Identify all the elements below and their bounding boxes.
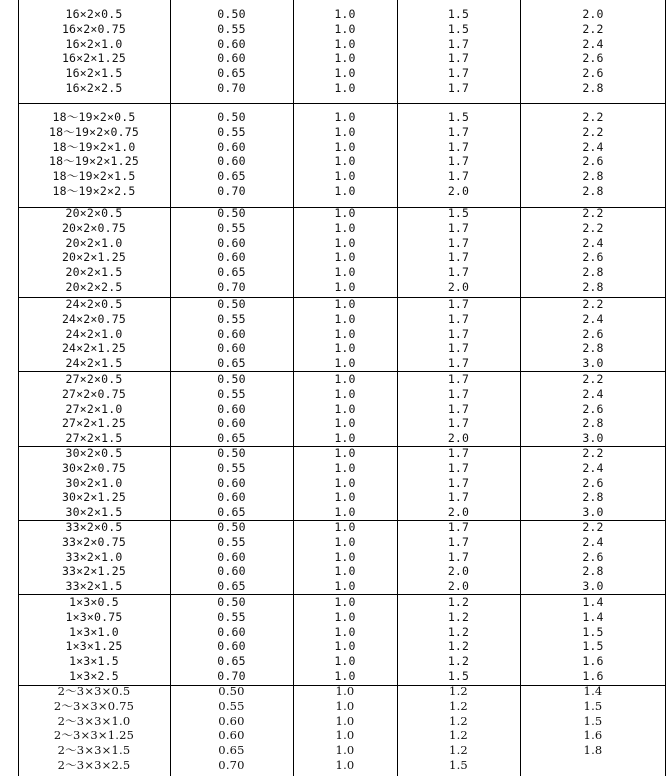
value-cell-1: 0.60 <box>217 475 246 490</box>
value-cell-4: 1.4 <box>583 684 603 698</box>
value-cell-1: 0.65 <box>217 579 246 593</box>
size-cell: 18～19×2×2.5 <box>52 183 136 198</box>
value-cell-4: 2.2 <box>582 297 604 311</box>
value-cell-4: 2.8 <box>582 490 604 505</box>
size-cell: 1×3×0.75 <box>65 609 123 624</box>
size-cell: 27×2×1.25 <box>61 416 127 431</box>
size-cell: 24×2×0.5 <box>65 297 123 311</box>
size-cell: 20×2×2.5 <box>65 279 123 294</box>
value-cell-3: 1.2 <box>449 728 468 743</box>
value-cell-4: 2.4 <box>582 311 604 326</box>
value-cell-2: 1.0 <box>335 684 355 698</box>
value-cell-1: 0.65 <box>217 654 246 668</box>
value-cell-4 <box>520 758 666 773</box>
value-cell-1: 0.60 <box>218 728 245 743</box>
value-cell-2: 1.0 <box>334 520 356 534</box>
size-cell: 18～19×2×1.5 <box>52 169 136 183</box>
size-cell: 24×2×1.5 <box>65 356 123 370</box>
size-cell: 16×2×1.25 <box>61 51 127 66</box>
value-cell-4: 2.6 <box>582 475 604 490</box>
value-cell-4: 2.4 <box>582 386 604 401</box>
value-cell-4: 2.4 <box>582 36 604 51</box>
value-cell-3: 1.2 <box>447 609 470 624</box>
size-cell: 27×2×0.5 <box>65 372 123 386</box>
value-cell-1: 0.65 <box>218 743 245 757</box>
value-cell-4: 2.4 <box>582 534 604 549</box>
value-cell-4: 3.0 <box>582 505 604 519</box>
value-cell-2: 1.0 <box>334 654 356 668</box>
value-cell-4: 1.6 <box>582 654 604 668</box>
value-cell-3: 1.7 <box>447 534 470 549</box>
value-cell-3: 2.0 <box>447 505 470 519</box>
value-cell-3: 2.0 <box>447 183 470 198</box>
value-cell-2: 1.0 <box>334 311 356 326</box>
value-cell-4: 1.4 <box>582 595 604 609</box>
value-cell-1: 0.60 <box>217 624 246 639</box>
value-cell-2: 1.0 <box>334 250 356 265</box>
value-cell-1: 0.65 <box>217 356 246 370</box>
value-cell-3: 2.0 <box>447 579 470 593</box>
value-cell-2: 1.0 <box>334 401 356 416</box>
value-cell-1: 0.50 <box>217 7 246 21</box>
value-cell-1: 0.60 <box>218 713 245 728</box>
value-cell-4: 2.8 <box>582 279 604 294</box>
value-cell-1: 0.55 <box>218 698 245 713</box>
size-cell: 20×2×1.0 <box>65 235 123 250</box>
value-cell-2: 1.0 <box>334 416 356 431</box>
value-cell-4: 2.2 <box>582 206 604 220</box>
value-cell-2: 1.0 <box>334 341 356 356</box>
value-cell-4: 2.6 <box>582 549 604 564</box>
value-cell-1: 0.50 <box>217 520 246 534</box>
value-cell-1: 0.50 <box>217 206 246 220</box>
value-cell-4: 2.4 <box>582 235 604 250</box>
value-cell-1: 0.70 <box>218 757 245 772</box>
value-cell-3: 1.7 <box>447 490 470 505</box>
size-cell: 18～19×2×0.75 <box>48 124 140 139</box>
value-cell-1: 0.50 <box>217 372 246 386</box>
size-cell: 24×2×0.75 <box>61 311 127 326</box>
size-cell: 16×2×2.5 <box>65 80 123 95</box>
value-cell-3: 1.7 <box>447 169 470 183</box>
size-cell: 1×3×1.5 <box>69 654 119 668</box>
value-cell-3: 1.7 <box>447 401 470 416</box>
value-cell-1: 0.55 <box>217 220 246 235</box>
value-cell-4: 2.2 <box>582 124 604 139</box>
value-cell-2: 1.0 <box>334 372 356 386</box>
value-cell-4: 1.5 <box>582 624 604 639</box>
value-cell-4: 1.4 <box>582 609 604 624</box>
value-cell-2: 1.0 <box>334 110 356 124</box>
value-cell-2: 1.0 <box>334 297 356 311</box>
value-cell-3: 1.7 <box>447 250 470 265</box>
value-cell-3: 1.7 <box>447 139 470 154</box>
value-cell-2: 1.0 <box>334 279 356 294</box>
value-cell-3: 1.2 <box>447 639 470 654</box>
value-cell-2: 1.0 <box>334 124 356 139</box>
value-cell-2: 1.0 <box>334 624 356 639</box>
value-cell-3: 1.7 <box>447 446 470 460</box>
value-cell-4: 2.8 <box>582 564 604 579</box>
value-cell-1: 0.60 <box>217 416 246 431</box>
size-cell: 16×2×1.0 <box>65 36 123 51</box>
value-cell-3: 2.0 <box>447 431 470 445</box>
value-cell-4: 3.0 <box>582 356 604 370</box>
value-cell-1: 0.50 <box>217 297 246 311</box>
value-cell-4: 1.6 <box>582 668 604 683</box>
spec-table <box>18 0 666 776</box>
value-cell-3: 1.2 <box>449 743 468 757</box>
size-cell: 33×2×0.75 <box>61 534 127 549</box>
value-cell-4: 2.2 <box>582 110 604 124</box>
value-cell-3: 1.5 <box>447 21 470 36</box>
value-cell-3: 1.7 <box>447 460 470 475</box>
value-cell-4: 2.8 <box>582 169 604 183</box>
size-cell: 27×2×1.0 <box>65 401 123 416</box>
value-cell-3: 1.7 <box>447 124 470 139</box>
value-cell-2: 1.0 <box>334 235 356 250</box>
size-cell: 27×2×0.75 <box>61 386 127 401</box>
value-cell-4: 1.5 <box>582 639 604 654</box>
value-cell-1: 0.55 <box>217 21 246 36</box>
value-cell-3: 1.2 <box>447 624 470 639</box>
value-cell-1: 0.50 <box>218 684 245 698</box>
value-cell-3: 1.5 <box>449 757 468 772</box>
value-cell-1: 0.60 <box>217 490 246 505</box>
size-cell: 16×2×0.75 <box>61 21 127 36</box>
value-cell-1: 0.55 <box>217 124 246 139</box>
value-cell-3: 1.2 <box>449 698 468 713</box>
value-cell-4: 2.8 <box>582 265 604 279</box>
size-cell: 2～3×3×0.5 <box>57 684 131 698</box>
value-cell-2: 1.0 <box>334 21 356 36</box>
value-cell-1: 0.60 <box>217 326 246 341</box>
size-cell: 2～3×3×0.75 <box>53 698 135 713</box>
value-cell-2: 1.0 <box>334 206 356 220</box>
size-cell: 30×2×0.75 <box>61 460 127 475</box>
value-cell-4: 3.0 <box>582 431 604 445</box>
value-cell-1: 0.60 <box>217 564 246 579</box>
value-cell-2: 1.0 <box>334 51 356 66</box>
value-cell-3: 1.7 <box>447 80 470 95</box>
size-cell: 33×2×0.5 <box>65 520 123 534</box>
value-cell-1: 0.60 <box>217 639 246 654</box>
value-cell-3: 1.7 <box>447 36 470 51</box>
value-cell-1: 0.60 <box>217 401 246 416</box>
size-cell: 1×3×0.5 <box>69 595 119 609</box>
value-cell-1: 0.60 <box>217 51 246 66</box>
value-cell-1: 0.50 <box>217 595 246 609</box>
value-cell-1: 0.50 <box>217 110 246 124</box>
size-cell: 16×2×1.5 <box>65 66 123 80</box>
value-cell-4: 2.2 <box>582 220 604 235</box>
size-cell: 30×2×1.25 <box>61 490 127 505</box>
value-cell-1: 0.55 <box>217 609 246 624</box>
value-cell-1: 0.60 <box>217 154 246 169</box>
value-cell-2: 1.0 <box>334 579 356 593</box>
size-cell: 1×3×1.25 <box>65 639 123 654</box>
value-cell-2: 1.0 <box>335 743 355 757</box>
value-cell-4: 2.6 <box>582 66 604 80</box>
size-cell: 20×2×1.25 <box>61 250 127 265</box>
size-cell: 33×2×1.25 <box>61 564 127 579</box>
value-cell-1: 0.55 <box>217 386 246 401</box>
value-cell-3: 1.2 <box>447 595 470 609</box>
value-cell-2: 1.0 <box>335 713 355 728</box>
value-cell-4: 2.6 <box>582 51 604 66</box>
size-cell: 24×2×1.0 <box>65 326 123 341</box>
value-cell-1: 0.60 <box>217 139 246 154</box>
size-cell: 2～3×3×1.5 <box>57 743 131 757</box>
size-cell: 16×2×0.5 <box>65 7 123 21</box>
value-cell-3: 1.7 <box>447 549 470 564</box>
value-cell-3: 1.5 <box>447 668 470 683</box>
size-cell: 33×2×1.5 <box>65 579 123 593</box>
value-cell-4: 2.2 <box>582 372 604 386</box>
value-cell-2: 1.0 <box>334 490 356 505</box>
size-cell: 30×2×1.5 <box>65 505 123 519</box>
value-cell-3: 1.7 <box>447 341 470 356</box>
value-cell-1: 0.60 <box>217 235 246 250</box>
value-cell-4: 2.8 <box>582 183 604 198</box>
value-cell-2: 1.0 <box>334 36 356 51</box>
value-cell-1: 0.65 <box>217 505 246 519</box>
value-cell-3: 1.2 <box>449 684 468 698</box>
value-cell-3: 1.7 <box>447 475 470 490</box>
value-cell-1: 0.60 <box>217 250 246 265</box>
value-cell-2: 1.0 <box>335 757 355 772</box>
value-cell-4: 2.4 <box>582 460 604 475</box>
value-cell-4: 2.0 <box>582 7 604 21</box>
value-cell-4: 2.6 <box>582 250 604 265</box>
value-cell-4: 2.8 <box>582 341 604 356</box>
value-cell-4: 2.6 <box>582 326 604 341</box>
value-cell-2: 1.0 <box>334 66 356 80</box>
value-cell-3: 1.7 <box>447 372 470 386</box>
value-cell-3: 1.7 <box>447 154 470 169</box>
size-cell: 2～3×3×2.5 <box>57 757 131 772</box>
size-cell: 18～19×2×1.0 <box>52 139 136 154</box>
value-cell-1: 0.65 <box>217 169 246 183</box>
value-cell-2: 1.0 <box>334 460 356 475</box>
value-cell-1: 0.60 <box>217 341 246 356</box>
size-cell: 2～3×3×1.25 <box>53 728 135 743</box>
value-cell-2: 1.0 <box>334 446 356 460</box>
value-cell-2: 1.0 <box>334 326 356 341</box>
group-divider <box>18 103 666 104</box>
value-cell-3: 1.2 <box>447 654 470 668</box>
value-cell-2: 1.0 <box>334 169 356 183</box>
value-cell-2: 1.0 <box>334 595 356 609</box>
value-cell-1: 0.65 <box>217 265 246 279</box>
size-cell: 1×3×2.5 <box>69 668 119 683</box>
size-cell: 20×2×1.5 <box>65 265 123 279</box>
value-cell-4: 3.0 <box>582 579 604 593</box>
value-cell-1: 0.65 <box>217 431 246 445</box>
value-cell-3: 1.7 <box>447 386 470 401</box>
value-cell-3: 1.7 <box>447 520 470 534</box>
value-cell-3: 1.7 <box>447 66 470 80</box>
value-cell-2: 1.0 <box>334 549 356 564</box>
value-cell-3: 2.0 <box>447 279 470 294</box>
value-cell-1: 0.60 <box>217 36 246 51</box>
value-cell-2: 1.0 <box>334 386 356 401</box>
size-cell: 18～19×2×0.5 <box>52 110 136 124</box>
value-cell-3: 1.7 <box>447 297 470 311</box>
value-cell-4: 2.4 <box>582 139 604 154</box>
value-cell-3: 1.7 <box>447 235 470 250</box>
value-cell-4: 2.6 <box>582 401 604 416</box>
size-cell: 33×2×1.0 <box>65 549 123 564</box>
value-cell-1: 0.55 <box>217 311 246 326</box>
value-cell-1: 0.65 <box>217 66 246 80</box>
value-cell-4: 2.2 <box>582 21 604 36</box>
value-cell-2: 1.0 <box>334 475 356 490</box>
value-cell-1: 0.70 <box>217 279 246 294</box>
value-cell-4: 2.6 <box>582 154 604 169</box>
value-cell-1: 0.50 <box>217 446 246 460</box>
value-cell-2: 1.0 <box>334 356 356 370</box>
value-cell-3: 1.7 <box>447 220 470 235</box>
value-cell-2: 1.0 <box>334 265 356 279</box>
size-cell: 1×3×1.0 <box>69 624 119 639</box>
size-cell: 2～3×3×1.0 <box>57 713 131 728</box>
value-cell-2: 1.0 <box>334 80 356 95</box>
value-cell-3: 1.2 <box>449 713 468 728</box>
value-cell-4: 1.8 <box>583 743 603 757</box>
value-cell-1: 0.70 <box>217 80 246 95</box>
value-cell-2: 1.0 <box>334 431 356 445</box>
value-cell-3: 2.0 <box>447 564 470 579</box>
value-cell-2: 1.0 <box>334 534 356 549</box>
value-cell-4: 1.6 <box>583 728 603 743</box>
value-cell-1: 0.70 <box>217 668 246 683</box>
value-cell-4: 1.5 <box>583 713 603 728</box>
value-cell-2: 1.0 <box>334 639 356 654</box>
value-cell-4: 2.2 <box>582 520 604 534</box>
value-cell-4: 1.5 <box>583 698 603 713</box>
value-cell-2: 1.0 <box>334 609 356 624</box>
value-cell-2: 1.0 <box>335 728 355 743</box>
value-cell-3: 1.5 <box>447 206 470 220</box>
value-cell-1: 0.55 <box>217 460 246 475</box>
value-cell-2: 1.0 <box>334 183 356 198</box>
value-cell-3: 1.7 <box>447 265 470 279</box>
value-cell-4: 2.8 <box>582 416 604 431</box>
value-cell-1: 0.70 <box>217 183 246 198</box>
value-cell-3: 1.7 <box>447 326 470 341</box>
size-cell: 24×2×1.25 <box>61 341 127 356</box>
value-cell-3: 1.7 <box>447 311 470 326</box>
size-cell: 20×2×0.5 <box>65 206 123 220</box>
value-cell-2: 1.0 <box>335 698 355 713</box>
value-cell-3: 1.5 <box>447 110 470 124</box>
value-cell-2: 1.0 <box>334 7 356 21</box>
value-cell-2: 1.0 <box>334 154 356 169</box>
size-cell: 30×2×1.0 <box>65 475 123 490</box>
size-cell: 20×2×0.75 <box>61 220 127 235</box>
value-cell-1: 0.55 <box>217 534 246 549</box>
value-cell-2: 1.0 <box>334 564 356 579</box>
value-cell-3: 1.7 <box>447 51 470 66</box>
value-cell-2: 1.0 <box>334 220 356 235</box>
value-cell-1: 0.60 <box>217 549 246 564</box>
value-cell-2: 1.0 <box>334 668 356 683</box>
value-cell-2: 1.0 <box>334 139 356 154</box>
size-cell: 18～19×2×1.25 <box>48 154 140 169</box>
size-cell: 30×2×0.5 <box>65 446 123 460</box>
size-cell: 27×2×1.5 <box>65 431 123 445</box>
value-cell-3: 1.7 <box>447 356 470 370</box>
value-cell-3: 1.5 <box>447 7 470 21</box>
value-cell-3: 1.7 <box>447 416 470 431</box>
value-cell-4: 2.8 <box>582 80 604 95</box>
value-cell-4: 2.2 <box>582 446 604 460</box>
value-cell-2: 1.0 <box>334 505 356 519</box>
